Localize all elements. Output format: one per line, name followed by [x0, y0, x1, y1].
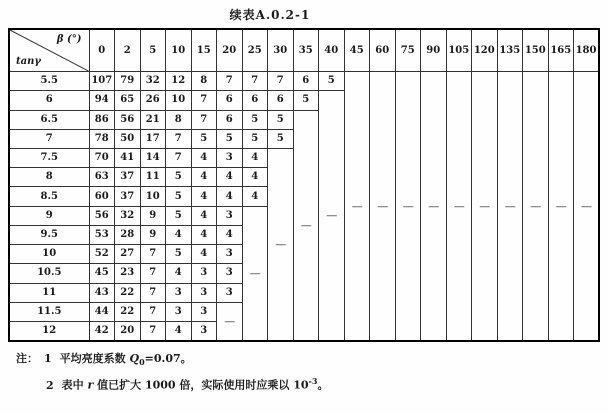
cell: 4 — [191, 187, 217, 206]
merged-empty-cell: — — [421, 72, 447, 341]
cell: 45 — [89, 264, 115, 283]
cell: 28 — [115, 225, 141, 244]
cell: 4 — [217, 225, 243, 244]
cell: 7 — [191, 91, 217, 110]
cell: 60 — [89, 187, 115, 206]
row-label: 6 — [9, 91, 89, 110]
note-line-2 — [16, 372, 328, 395]
cell: 22 — [115, 283, 141, 302]
merged-empty-cell: — — [548, 72, 574, 341]
cell: 32 — [115, 206, 141, 225]
merged-empty-cell: — — [344, 72, 370, 341]
cell: 4 — [217, 187, 243, 206]
col-header: 60 — [370, 29, 396, 72]
row-label: 12 — [9, 322, 89, 341]
cell: 7 — [140, 245, 166, 264]
col-header: 10 — [166, 29, 192, 72]
row-label: 11.5 — [9, 302, 89, 321]
cell: 3 — [217, 283, 243, 302]
cell: 56 — [89, 206, 115, 225]
row-label: 5.5 — [9, 72, 89, 91]
cell: 5 — [293, 91, 319, 110]
merged-empty-cell: — — [574, 72, 600, 341]
note-symbol: Q — [129, 352, 140, 365]
col-header: 105 — [446, 29, 472, 72]
cell: 37 — [115, 187, 141, 206]
cell: 4 — [191, 148, 217, 167]
cell: 3 — [166, 283, 192, 302]
row-label: 7.5 — [9, 148, 89, 167]
cell: 5 — [217, 129, 243, 148]
cell: 7 — [166, 148, 192, 167]
col-header: 0 — [89, 29, 115, 72]
corner-cell — [9, 29, 89, 72]
cell: 12 — [166, 72, 192, 91]
merged-empty-cell: — — [242, 206, 268, 341]
cell: 5 — [166, 168, 192, 187]
cell: 8 — [191, 72, 217, 91]
col-header: 180 — [574, 29, 600, 72]
note-superscript: -3 — [308, 376, 318, 387]
col-header: 30 — [268, 29, 294, 72]
cell: 50 — [115, 129, 141, 148]
cell: 53 — [89, 225, 115, 244]
cell: 3 — [166, 302, 192, 321]
note-text: 值已扩大 1000 倍，实际使用时应乘以 10 — [93, 378, 309, 392]
col-header: 45 — [344, 29, 370, 72]
cell: 42 — [89, 322, 115, 341]
cell: 4 — [191, 225, 217, 244]
row-label: 8.5 — [9, 187, 89, 206]
cell: 7 — [191, 110, 217, 129]
cell: 5 — [242, 110, 268, 129]
cell: 4 — [242, 148, 268, 167]
cell: 3 — [217, 148, 243, 167]
cell: 6 — [293, 72, 319, 91]
merged-empty-cell: — — [523, 72, 549, 341]
beta-degrees-label: β (°) — [56, 34, 82, 45]
cell: 4 — [242, 187, 268, 206]
cell: 7 — [140, 302, 166, 321]
cell: 23 — [115, 264, 141, 283]
row-label: 9.5 — [9, 225, 89, 244]
table-title: 续表A.0.2-1 — [229, 8, 311, 22]
cell: 6 — [217, 110, 243, 129]
footnotes — [16, 349, 328, 395]
col-header: 5 — [140, 29, 166, 72]
cell: 4 — [191, 168, 217, 187]
cell: 10 — [166, 91, 192, 110]
col-header: 40 — [319, 29, 345, 72]
cell: 7 — [217, 72, 243, 91]
cell: 26 — [140, 91, 166, 110]
cell: 6 — [268, 91, 294, 110]
data-table — [8, 28, 600, 342]
tan-gamma-label: tanγ — [16, 56, 41, 68]
cell: 43 — [89, 283, 115, 302]
cell: 56 — [115, 110, 141, 129]
cell: 78 — [89, 129, 115, 148]
cell: 3 — [191, 264, 217, 283]
cell: 27 — [115, 245, 141, 264]
cell: 4 — [242, 168, 268, 187]
col-header: 120 — [472, 29, 498, 72]
cell: 5 — [166, 245, 192, 264]
merged-empty-cell: — — [395, 72, 421, 341]
cell: 20 — [115, 322, 141, 341]
cell: 4 — [217, 168, 243, 187]
cell: 21 — [140, 110, 166, 129]
cell: 86 — [89, 110, 115, 129]
cell: 14 — [140, 148, 166, 167]
cell: 7 — [140, 322, 166, 341]
header-row — [9, 29, 599, 72]
cell: 3 — [217, 206, 243, 225]
cell: 3 — [191, 302, 217, 321]
note-text: 表中 — [61, 378, 88, 392]
row-label: 7 — [9, 129, 89, 148]
data-table-container — [8, 28, 600, 342]
cell: 11 — [140, 168, 166, 187]
col-header: 25 — [242, 29, 268, 72]
cell: 7 — [166, 129, 192, 148]
cell: 44 — [89, 302, 115, 321]
merged-empty-cell: — — [293, 110, 319, 341]
cell: 3 — [191, 283, 217, 302]
cell: 17 — [140, 129, 166, 148]
merged-empty-cell: — — [217, 302, 243, 341]
merged-empty-cell: — — [446, 72, 472, 341]
col-header: 15 — [191, 29, 217, 72]
table-row — [9, 72, 599, 91]
cell: 107 — [89, 72, 115, 91]
cell: 41 — [115, 148, 141, 167]
cell: 32 — [140, 72, 166, 91]
col-header: 20 — [217, 29, 243, 72]
merged-empty-cell: — — [497, 72, 523, 341]
cell: 5 — [268, 110, 294, 129]
cell: 7 — [242, 72, 268, 91]
col-header: 90 — [421, 29, 447, 72]
merged-empty-cell: — — [319, 91, 345, 341]
col-header: 165 — [548, 29, 574, 72]
row-label: 6.5 — [9, 110, 89, 129]
cell: 5 — [268, 129, 294, 148]
note-subscript: 0 — [139, 357, 145, 368]
cell: 70 — [89, 148, 115, 167]
note-number: 1 — [44, 352, 52, 365]
cell: 5 — [166, 187, 192, 206]
note-text: 。 — [317, 378, 329, 392]
cell: 9 — [140, 206, 166, 225]
merged-empty-cell: — — [472, 72, 498, 341]
cell: 4 — [191, 245, 217, 264]
cell: 4 — [166, 225, 192, 244]
cell: 9 — [140, 225, 166, 244]
cell: 63 — [89, 168, 115, 187]
col-header: 2 — [115, 29, 141, 72]
cell: 5 — [242, 129, 268, 148]
row-label: 8 — [9, 168, 89, 187]
cell: 4 — [191, 206, 217, 225]
cell: 7 — [140, 264, 166, 283]
cell: 4 — [166, 322, 192, 341]
cell: 65 — [115, 91, 141, 110]
col-header: 35 — [293, 29, 319, 72]
cell: 3 — [217, 264, 243, 283]
cell: 79 — [115, 72, 141, 91]
col-header: 135 — [497, 29, 523, 72]
col-header: 150 — [523, 29, 549, 72]
cell: 5 — [166, 206, 192, 225]
note-number: 2 — [46, 378, 54, 392]
cell: 5 — [191, 129, 217, 148]
cell: 22 — [115, 302, 141, 321]
row-label: 11 — [9, 283, 89, 302]
cell: 6 — [242, 91, 268, 110]
cell: 3 — [191, 322, 217, 341]
note-text: =0.07。 — [144, 352, 192, 365]
cell: 52 — [89, 245, 115, 264]
merged-empty-cell: — — [268, 148, 294, 341]
cell: 37 — [115, 168, 141, 187]
cell: 8 — [166, 110, 192, 129]
row-label: 10.5 — [9, 264, 89, 283]
cell: 94 — [89, 91, 115, 110]
row-label: 9 — [9, 206, 89, 225]
merged-empty-cell: — — [370, 72, 396, 341]
cell: 4 — [166, 264, 192, 283]
cell: 6 — [217, 91, 243, 110]
cell: 5 — [319, 72, 345, 91]
note-text: 平均亮度系数 — [59, 352, 130, 365]
cell: 10 — [140, 187, 166, 206]
col-header: 75 — [395, 29, 421, 72]
note-symbol: r — [87, 378, 94, 392]
cell: 7 — [140, 283, 166, 302]
cell: 7 — [268, 72, 294, 91]
notes-marker: 注： — [16, 352, 38, 365]
cell: 3 — [217, 245, 243, 264]
row-label: 10 — [9, 245, 89, 264]
note-line-1 — [16, 349, 328, 372]
